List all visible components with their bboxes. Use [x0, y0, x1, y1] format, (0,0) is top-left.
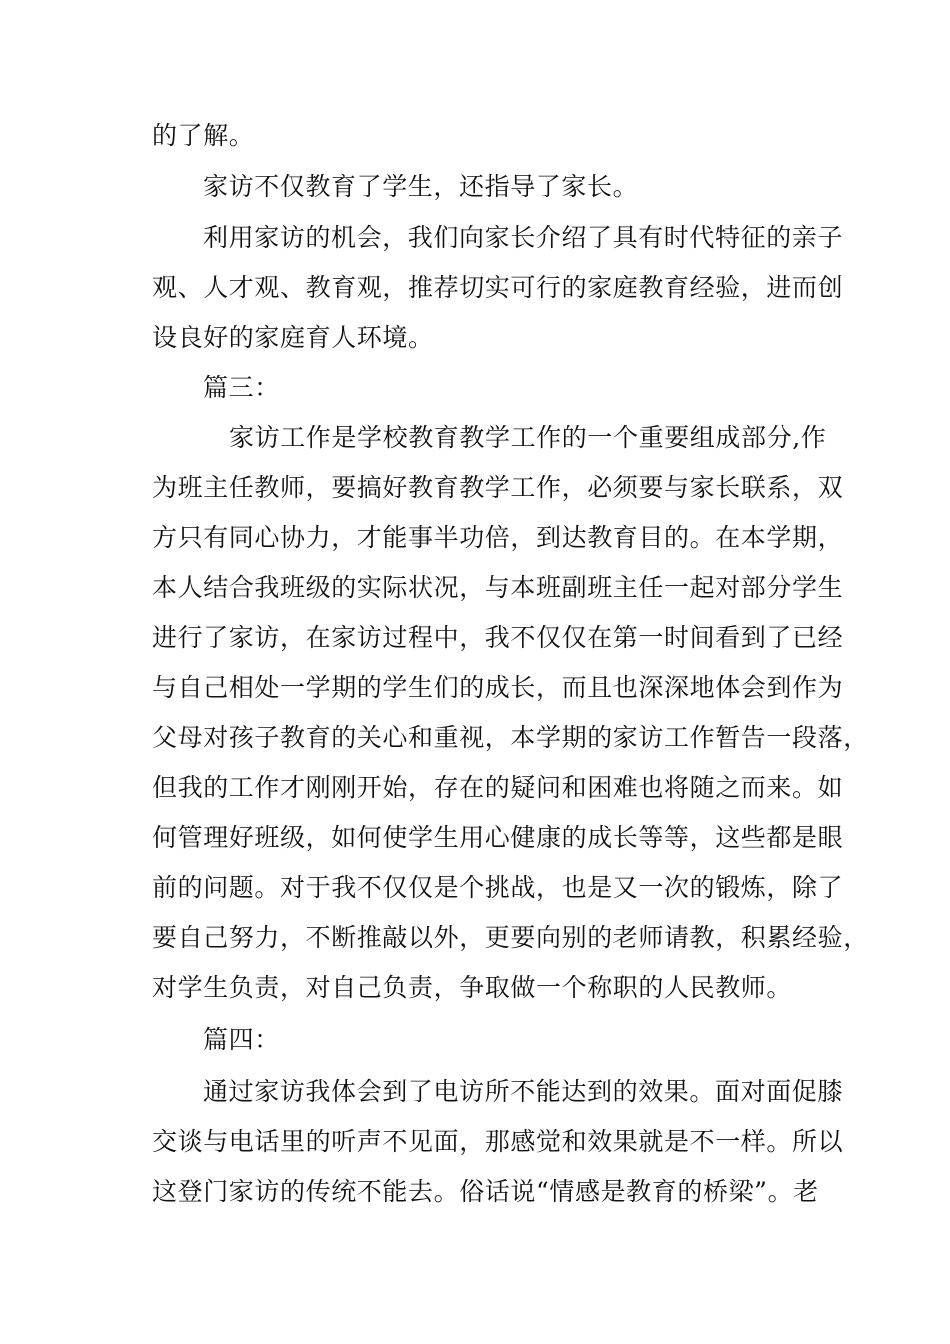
text-line: 交谈与电话里的听声不见面，那感觉和效果就是不一样。所以 [152, 1127, 844, 1156]
text-line: 但我的工作才刚刚开始，存在的疑问和困难也将随之而来。如 [152, 773, 844, 802]
text-line: 的了解。 [152, 121, 255, 150]
text-line: 何管理好班级，如何使学生用心健康的成长等等，这些都是眼 [152, 823, 844, 852]
text-line: 与自己相处一学期的学生们的成长，而且也深深地体会到作为 [152, 673, 844, 702]
text-line: 父母对孩子教育的关心和重视，本学期的家访工作暂告一段落， [152, 723, 869, 752]
text-line: 通过家访我体会到了电访所不能达到的效果。面对面促膝 [203, 1077, 844, 1106]
text-line: 设良好的家庭育人环境。 [152, 323, 434, 352]
text-line: 对学生负责，对自己负责，争取做一个称职的人民教师。 [152, 973, 793, 1002]
section-heading: 篇三： [203, 373, 280, 402]
text-line: 利用家访的机会，我们向家长介绍了具有时代特征的亲子 [203, 223, 844, 252]
text-line: 这登门家访的传统不能去。俗话说“情感是教育的桥梁”。老 [152, 1177, 819, 1206]
text-line: 家访不仅教育了学生，还指导了家长。 [203, 172, 639, 201]
text-line: 家访工作是学校教育教学工作的一个重要组成部分,作 [229, 423, 827, 452]
section-heading: 篇四： [203, 1025, 280, 1054]
text-line: 本人结合我班级的实际状况，与本班副班主任一起对部分学生 [152, 573, 844, 602]
text-line: 前的问题。对于我不仅仅是个挑战，也是又一次的锻炼，除了 [152, 873, 844, 902]
text-line: 要自己努力，不断推敲以外，更要向别的老师请教，积累经验， [152, 923, 869, 952]
text-line: 方只有同心协力，才能事半功倍，到达教育目的。在本学期， [152, 523, 844, 552]
text-line: 观、人才观、教育观，推荐切实可行的家庭教育经验，进而创 [152, 273, 844, 302]
text-line: 进行了家访，在家访过程中，我不仅仅在第一时间看到了已经 [152, 623, 844, 652]
text-line: 为班主任教师，要搞好教育教学工作，必须要与家长联系，双 [152, 473, 844, 502]
